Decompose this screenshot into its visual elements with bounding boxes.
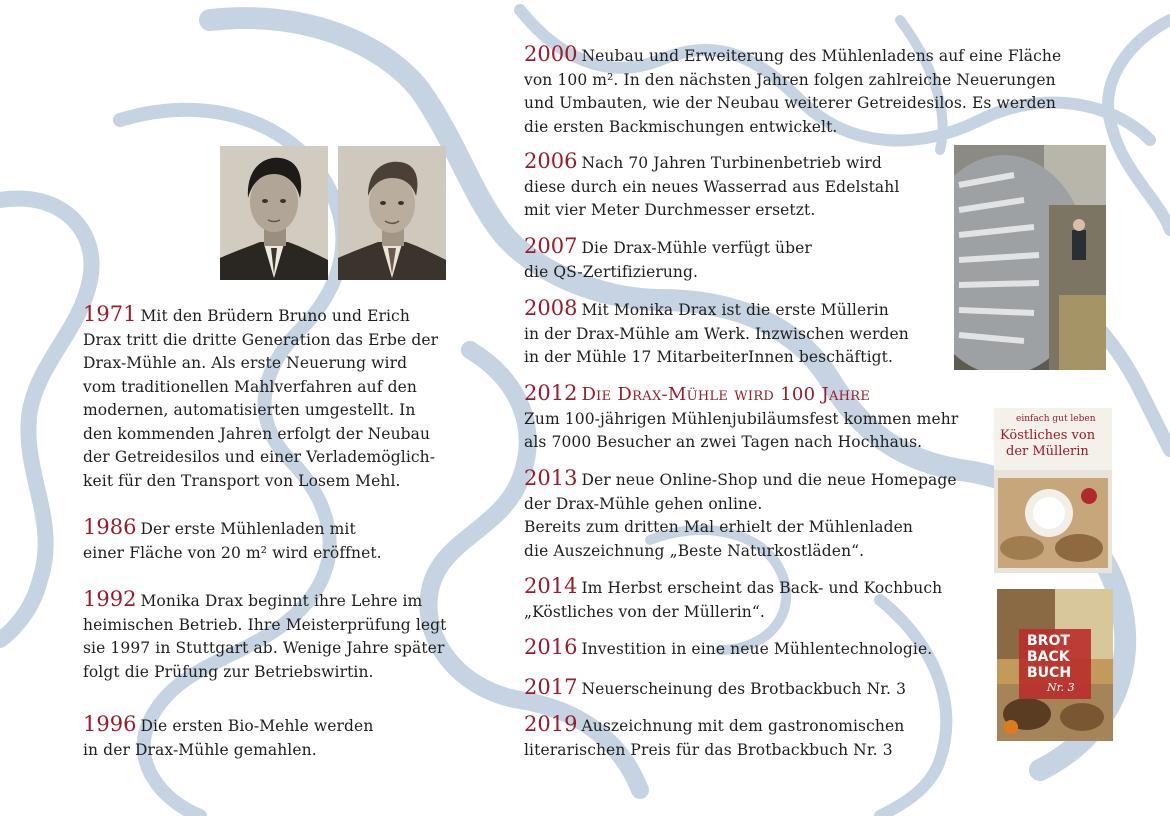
timeline-entry-1986 — [83, 516, 382, 565]
timeline-entry-2016 — [524, 636, 932, 662]
entry-text: als 7000 Besucher an zwei Tagen nach Hochhaus. — [524, 433, 923, 451]
year-label: 1992 — [83, 587, 137, 611]
book-title-line-2: der Müllerin — [1006, 444, 1089, 459]
entry-text: Der erste Mühlenladen mit — [140, 520, 356, 538]
year-label: 2012 — [524, 381, 578, 405]
entry-text: die QS-Zertifizierung. — [524, 262, 699, 281]
entry-text: Im Herbst erscheint das Back- und Kochbuch — [581, 579, 943, 597]
book2-title-line-1: BROT — [1027, 633, 1070, 649]
portrait-photo-erich — [338, 146, 446, 280]
timeline-entry-2000 — [524, 43, 1061, 139]
entry-text: heimischen Betrieb. Ihre Meisterprüfung legt — [83, 615, 447, 634]
entry-text: einer Fläche von 20 m² wird eröffnet. — [83, 543, 382, 562]
year-label: 1971 — [83, 302, 137, 326]
timeline-entry-2007 — [524, 235, 812, 284]
entry-text: Drax tritt die dritte Generation das Erbe der — [83, 330, 439, 349]
entry-text: Drax-Mühle an. Als erste Neuerung wird — [83, 354, 408, 372]
entry-text: literarischen Preis für das Brotbackbuch Nr. 3 — [524, 740, 893, 759]
year-label: 2008 — [524, 296, 578, 320]
timeline-entry-2008 — [524, 297, 909, 370]
timeline-entry-2017 — [524, 676, 906, 702]
book-tagline: einfach gut leben — [1016, 414, 1096, 424]
timeline-entry-2006 — [524, 150, 899, 223]
entry-text: Der neue Online-Shop und die neue Homepage — [581, 471, 957, 489]
entry-text: der Getreidesilos und einer Verlademöglich- — [83, 448, 436, 466]
year-label: 2016 — [524, 635, 578, 659]
entry-text: den kommenden Jahren erfolgt der Neubau — [83, 424, 431, 443]
timeline-entry-2013 — [524, 467, 957, 563]
year-label: 2013 — [524, 466, 578, 490]
entry-text: Investition in eine neue Mühlentechnologie. — [581, 640, 933, 658]
entry-text: vom traditionellen Mahlverfahren auf den — [83, 377, 417, 396]
book-cover-brotbackbuch-nr-3 — [997, 589, 1113, 741]
timeline-entry-2014 — [524, 575, 942, 624]
book2-title-line-3: BUCH — [1027, 665, 1072, 681]
year-label: 2000 — [524, 42, 578, 66]
entry-text: in der Drax-Mühle gemahlen. — [83, 740, 317, 759]
book2-subtitle: Nr. 3 — [1047, 681, 1075, 694]
entry-text: Nach 70 Jahren Turbinenbetrieb wird — [581, 154, 882, 172]
entry-text: Mit Monika Drax ist die erste Müllerin — [581, 301, 889, 319]
portrait-photo-bruno — [220, 146, 328, 280]
entry-text: von 100 m². In den nächsten Jahren folgen zahlreiche Neuerungen — [524, 70, 1056, 89]
entry-text: Auszeichnung mit dem gastronomischen — [581, 717, 905, 735]
year-label: 2019 — [524, 712, 578, 736]
timeline-entry-2019 — [524, 713, 904, 762]
entry-text: Bereits zum dritten Mal erhielt der Mühlenladen — [524, 518, 913, 536]
waterwheel-photo — [954, 145, 1106, 370]
anniversary-heading: Die Drax-Mühle wird 100 Jahre — [581, 384, 871, 405]
entry-text: Zum 100-jährigen Mühlenjubiläumsfest kommen mehr — [524, 409, 959, 428]
year-label: 1986 — [83, 515, 137, 539]
book-title-line-1: Köstliches von — [1000, 428, 1096, 443]
entry-text: der Drax-Mühle gehen online. — [524, 494, 763, 513]
entry-text: diese durch ein neues Wasserrad aus Edelstahl — [524, 177, 900, 196]
book2-title-line-2: BACK — [1027, 649, 1070, 665]
timeline-entry-1971 — [83, 303, 438, 493]
entry-text: mit vier Meter Durchmesser ersetzt. — [524, 201, 816, 219]
timeline-entry-1996 — [83, 713, 373, 762]
entry-text: in der Mühle 17 MitarbeiterInnen beschäftigt. — [524, 348, 894, 366]
year-label: 1996 — [83, 712, 137, 736]
book-cover-koestliches-von-der-muellerin — [994, 408, 1112, 573]
entry-text: sie 1997 in Stuttgart ab. Wenige Jahre später — [83, 639, 445, 657]
entry-text: folgt die Prüfung zur Betriebswirtin. — [83, 662, 374, 681]
entry-text: Monika Drax beginnt ihre Lehre im — [140, 592, 423, 610]
entry-text: die ersten Backmischungen entwickelt. — [524, 117, 838, 136]
entry-text: Die ersten Bio-Mehle werden — [140, 717, 374, 735]
entry-text: Die Drax-Mühle verfügt über — [581, 239, 812, 257]
year-label: 2007 — [524, 234, 578, 258]
entry-text: keit für den Transport von Losem Mehl. — [83, 471, 401, 490]
year-label: 2014 — [524, 574, 578, 598]
entry-text: Mit den Brüdern Bruno und Erich — [140, 307, 410, 325]
entry-text: „Köstliches von der Müllerin“. — [524, 602, 765, 621]
year-label: 2006 — [524, 149, 578, 173]
timeline-entry-1992 — [83, 588, 447, 684]
timeline-entry-2012 — [524, 382, 958, 455]
entry-text: und Umbauten, wie der Neubau weiterer Getreidesilos. Es werden — [524, 94, 1056, 112]
entry-text: Neubau und Erweiterung des Mühlenladens auf eine Fläche — [581, 47, 1062, 65]
entry-text: die Auszeichnung „Beste Naturkostläden“. — [524, 541, 865, 560]
entry-text: in der Drax-Mühle am Werk. Inzwischen werden — [524, 324, 909, 343]
entry-text: Neuerscheinung des Brotbackbuch Nr. 3 — [581, 680, 907, 698]
entry-text: modernen, automatisierten umgestellt. In — [83, 401, 416, 419]
year-label: 2017 — [524, 675, 578, 699]
